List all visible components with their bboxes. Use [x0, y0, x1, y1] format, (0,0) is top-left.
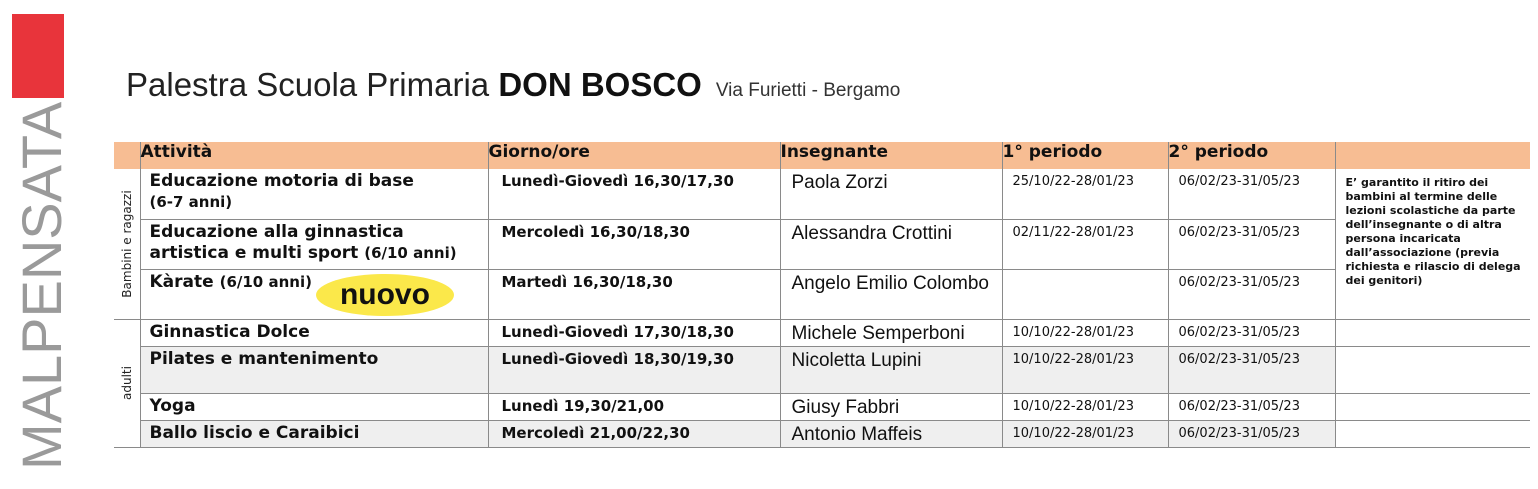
group-kids-label: Bambini e ragazzi: [119, 190, 134, 298]
table-row: [114, 269, 1530, 319]
day-time-cell: Mercoledì 21,00/22,30: [488, 420, 780, 447]
group-adults-label: adulti: [119, 366, 134, 400]
table-row: [114, 219, 1530, 269]
activity-age: (6/10 anni): [219, 272, 312, 291]
period1-cell: 10/10/22-28/01/23: [1002, 393, 1168, 420]
activity-cell: [140, 269, 488, 319]
group-kids-cell: [114, 169, 140, 319]
activity-cell: [140, 219, 488, 269]
period1-cell: 10/10/22-28/01/23: [1002, 346, 1168, 393]
teacher-cell: Angelo Emilio Colombo: [780, 269, 1002, 319]
brand-red-block: [12, 14, 64, 98]
activity-cell: [140, 169, 488, 219]
activity-age: (6-7 anni): [149, 193, 233, 211]
period1-cell: 02/11/22-28/01/23: [1002, 219, 1168, 269]
table-row: [114, 169, 1530, 219]
note-empty-cell: [1335, 346, 1530, 393]
header-day-time: Giorno/ore: [488, 142, 780, 169]
teacher-cell: Michele Semperboni: [780, 319, 1002, 346]
header-note: [1335, 142, 1530, 169]
page-title: [126, 66, 900, 104]
group-adults-cell: [114, 319, 140, 447]
note-empty-cell: [1335, 319, 1530, 346]
period2-cell: 06/02/23-31/05/23: [1168, 420, 1335, 447]
activity-cell: Pilates e mantenimento: [140, 346, 488, 393]
teacher-cell: Alessandra Crottini: [780, 219, 1002, 269]
day-time-cell: Martedì 16,30/18,30: [488, 269, 780, 319]
activity-cell: Ginnastica Dolce: [140, 319, 488, 346]
day-time-cell: Mercoledì 16,30/18,30: [488, 219, 780, 269]
activity-name: Educazione alla ginnastica artistica e multi sport: [149, 221, 404, 263]
activity-name: Kàrate: [149, 271, 214, 292]
table-row: [114, 420, 1530, 447]
teacher-cell: Paola Zorzi: [780, 169, 1002, 219]
period1-cell: 10/10/22-28/01/23: [1002, 420, 1168, 447]
new-badge: nuovo: [316, 274, 454, 316]
period2-cell: 06/02/23-31/05/23: [1168, 269, 1335, 319]
header-period2: 2° periodo: [1168, 142, 1335, 169]
day-time-cell: Lunedì-Giovedì 17,30/18,30: [488, 319, 780, 346]
side-label: MALPENSATA: [10, 101, 73, 470]
header-period1: 1° periodo: [1002, 142, 1168, 169]
title-prefix: Palestra Scuola Primaria: [126, 66, 499, 103]
title-address: Via Furietti - Bergamo: [715, 80, 901, 101]
schedule-table: [114, 142, 1530, 448]
table-row: [114, 346, 1530, 393]
period2-cell: 06/02/23-31/05/23: [1168, 346, 1335, 393]
day-time-cell: Lunedì 19,30/21,00: [488, 393, 780, 420]
period2-cell: 06/02/23-31/05/23: [1168, 319, 1335, 346]
period2-cell: 06/02/23-31/05/23: [1168, 169, 1335, 219]
header-teacher: Insegnante: [780, 142, 1002, 169]
teacher-cell: Antonio Maffeis: [780, 420, 1002, 447]
table-header-row: [114, 142, 1530, 169]
table-row: [114, 393, 1530, 420]
title-school: DON BOSCO: [498, 66, 702, 103]
table-row: [114, 319, 1530, 346]
activity-name: Educazione motoria di base: [149, 171, 414, 191]
activity-cell: Yoga: [140, 393, 488, 420]
note-empty-cell: [1335, 420, 1530, 447]
period1-cell: 25/10/22-28/01/23: [1002, 169, 1168, 219]
day-time-cell: Lunedì-Giovedì 18,30/19,30: [488, 346, 780, 393]
header-activity: Attività: [140, 142, 488, 169]
day-time-cell: Lunedì-Giovedì 16,30/17,30: [488, 169, 780, 219]
header-group: [114, 142, 140, 169]
activity-cell: Ballo liscio e Caraibici: [140, 420, 488, 447]
note-empty-cell: [1335, 393, 1530, 420]
period1-cell: [1002, 269, 1168, 319]
activity-age: (6/10 anni): [364, 243, 457, 262]
pickup-note: E’ garantito il ritiro dei bambini al termine delle lezioni scolastiche da parte dell’insegnante o di altra persona incaricata dall’associazione (previa richiesta e rilascio di delega dei genitori): [1335, 169, 1530, 319]
period1-cell: 10/10/22-28/01/23: [1002, 319, 1168, 346]
period2-cell: 06/02/23-31/05/23: [1168, 393, 1335, 420]
period2-cell: 06/02/23-31/05/23: [1168, 219, 1335, 269]
teacher-cell: Giusy Fabbri: [780, 393, 1002, 420]
teacher-cell: Nicoletta Lupini: [780, 346, 1002, 393]
